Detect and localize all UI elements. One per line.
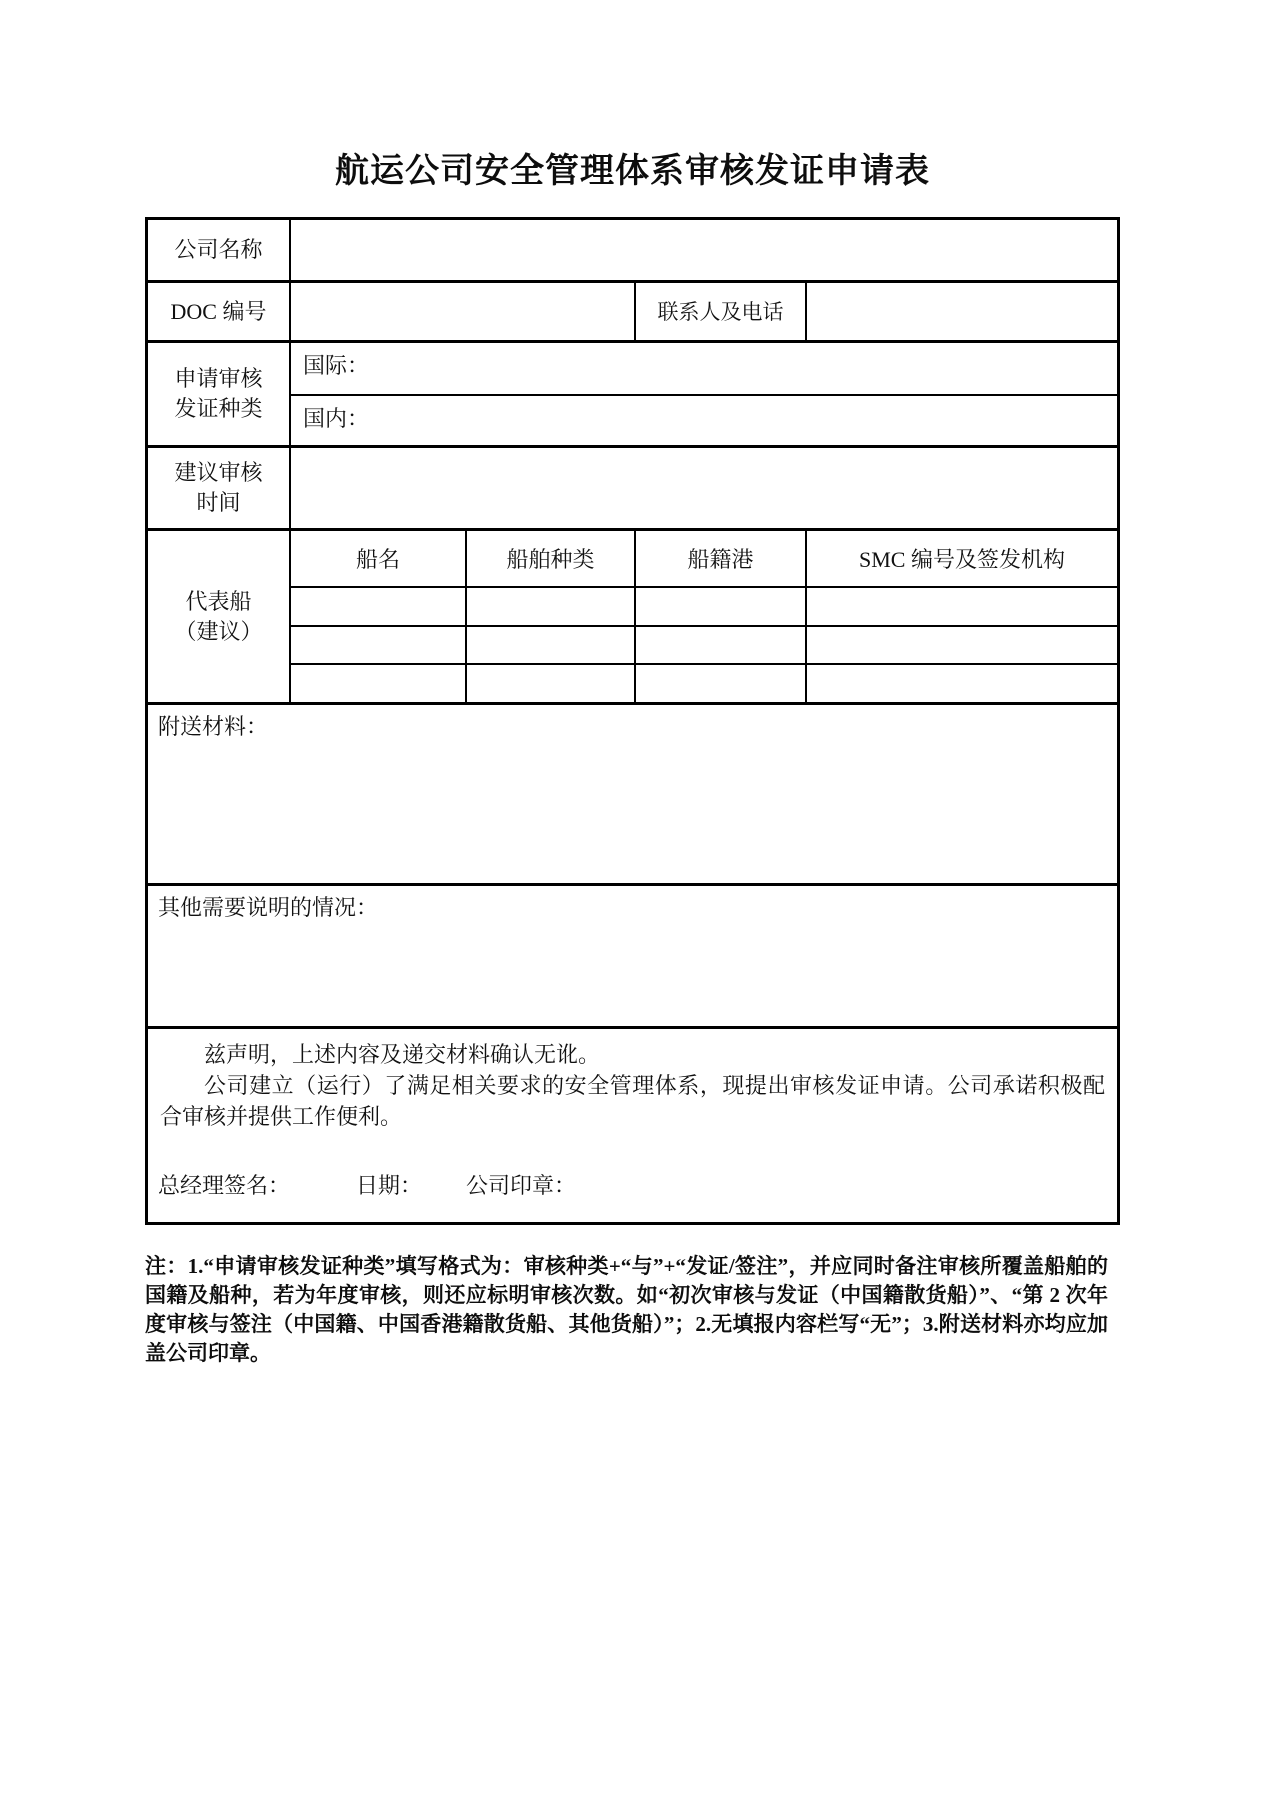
representative-ship-label [148,531,291,702]
ship-port-header: 船籍港 [636,531,807,586]
doc-number-field [291,283,636,340]
ship-cell [291,627,467,663]
suggested-time-field [291,448,1117,528]
audit-type-label-line1: 申请审核 [174,366,263,391]
suggested-time-label [148,448,291,528]
company-name-row [148,220,1117,283]
doc-number-label: DOC 编号 [148,283,291,340]
ship-cell [807,588,1117,625]
audit-type-row [148,343,1117,448]
suggested-time-label-line2: 时间 [196,490,241,515]
company-name-field [291,220,1117,280]
date-label: 日期： [356,1173,423,1198]
attachments-label: 附送材料： [158,714,269,739]
suggested-time-row [148,448,1117,531]
signature-label: 总经理签名： [158,1173,291,1198]
declaration-row [148,1029,1117,1222]
suggested-time-label-line1: 建议审核 [174,460,263,485]
contact-label: 联系人及电话 [636,283,807,340]
other-notes-label: 其他需要说明的情况： [158,895,379,920]
international-row [291,343,1117,396]
audit-type-label-line2: 发证种类 [174,396,263,421]
ship-cell [636,665,807,702]
representative-ship-label-line1: 代表船 [185,588,252,614]
audit-type-label [148,343,291,445]
ship-cell [291,665,467,702]
ship-cell [467,627,636,663]
doc-number-row [148,283,1117,343]
other-notes-row [148,886,1117,1029]
declaration-paragraph-1: 兹声明，上述内容及递交材料确认无讹。 [204,1042,601,1067]
attachments-row [148,705,1117,886]
application-form-table [145,217,1120,1225]
ship-cell [467,665,636,702]
other-notes-area [148,886,1117,1026]
ship-row-2 [291,627,1117,665]
ship-type-header: 船舶种类 [467,531,636,586]
ship-cell [467,588,636,625]
ship-cell [291,588,467,625]
ship-table [291,531,1117,702]
representative-ship-label-line2: （建议） [174,618,263,644]
ship-row-1 [291,588,1117,627]
domestic-label: 国内： [303,406,370,431]
ship-cell [636,588,807,625]
seal-label: 公司印章： [466,1173,577,1198]
representative-ship-row [148,531,1117,705]
company-name-label: 公司名称 [148,220,291,280]
attachments-area [148,705,1117,883]
ship-name-header: 船名 [291,531,467,586]
contact-field [807,283,1117,340]
international-label: 国际： [303,353,370,378]
page-title: 航运公司安全管理体系审核发证申请表 [335,153,930,190]
domestic-row [291,396,1117,445]
ship-cell [807,665,1117,702]
ship-row-3 [291,665,1117,702]
declaration-paragraph-2: 公司建立（运行）了满足相关要求的安全管理体系，现提出审核发证申请。公司承诺积极配合审核并提供工作便利。 [160,1073,1105,1129]
declaration-area [148,1029,1117,1222]
footnote-text: 注：1.“申请审核发证种类”填写格式为：审核种类+“与”+“发证/签注”，并应同时备注审核所覆盖船舶的国籍及船种，若为年度审核，则还应标明审核次数。如“初次审核与发证（中国籍散货船）”、“第 2 次年度审核与签注（中国籍、中国香港籍散货船、其他货船）”；2.无填报内容栏写“无”；3.附送材料亦均应加盖公司印章。 [145,1254,1108,1365]
signature-line [158,1169,576,1200]
ship-table-header-row [291,531,1117,588]
ship-cell [636,627,807,663]
audit-type-fields [291,343,1117,445]
smc-number-header: SMC 编号及签发机构 [859,547,1065,572]
ship-cell [807,627,1117,663]
